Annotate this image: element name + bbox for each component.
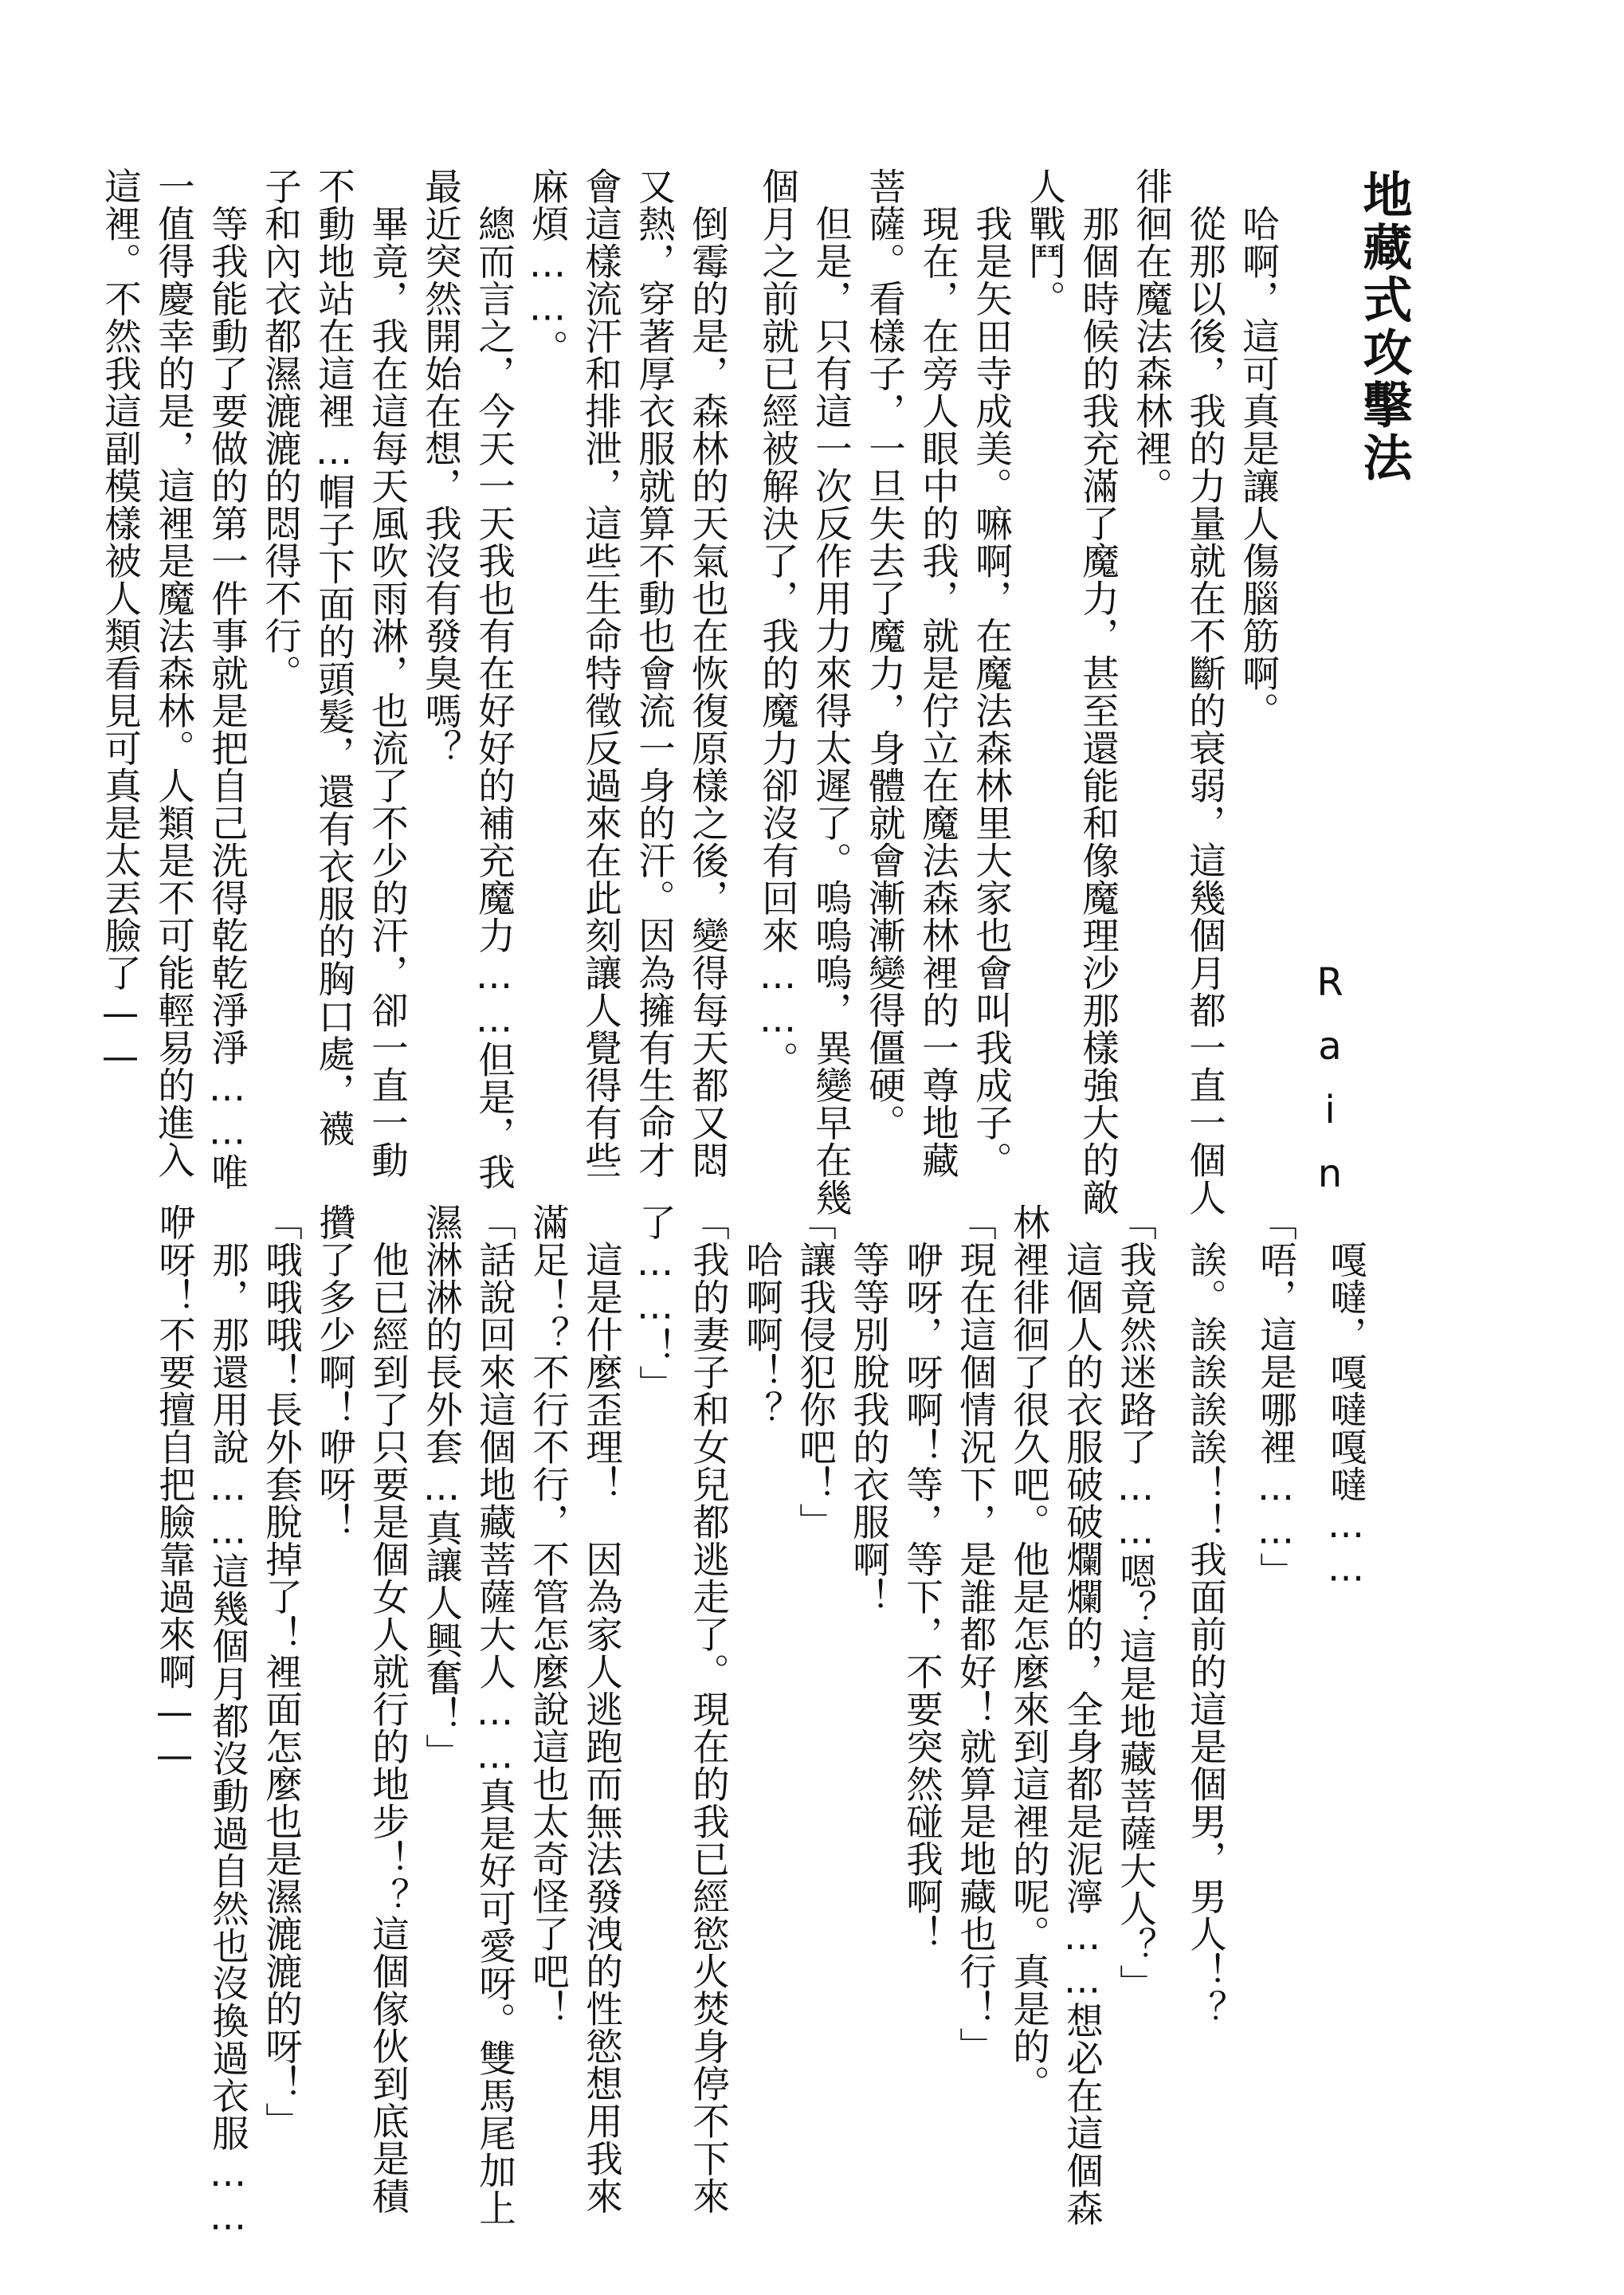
lower-line: 濕淋淋的長外套…真讓人興奮！」 xyxy=(420,1203,463,1771)
upper-line: 倒霉的是，森林的天氣也在恢復原樣之後，變得每天都又悶 xyxy=(686,167,729,1179)
lower-line: 那，那還用說……這幾個月都沒動過自然也沒換過衣服…… xyxy=(206,1203,249,2238)
upper-text-block xyxy=(99,167,1280,1216)
lower-line: 攢了多少啊！咿呀！ xyxy=(313,1203,356,1540)
upper-line: 會這樣流汗和排泄，這些生命特徵反過來在此刻讓人覺得有些 xyxy=(579,167,622,1179)
lower-line: 誒。誒誒誒誒！！我面前的這是個男，男人！？ xyxy=(1184,1203,1227,2027)
upper-line: 我是矢田寺成美。嘛啊，在魔法森林里大家也會叫我成子。 xyxy=(970,167,1013,1179)
upper-line: 麻煩……。 xyxy=(526,167,569,367)
upper-line: 畢竟，我在這每天風吹雨淋，也流了不少的汗，卻一直一動 xyxy=(366,167,409,1179)
lower-line: 「我竟然迷路了……嗯？這是地藏菩薩大人？」 xyxy=(1114,1203,1157,2002)
lower-line: 這是什麼歪理！ 因為家人逃跑而無法發洩的性慾想用我來 xyxy=(580,1203,623,2215)
upper-line: 但是，只有這一次反作用力來得太遲了。嗚嗚嗚，異變早在幾 xyxy=(810,167,853,1216)
upper-line: 子和內衣都濕漉漉的悶得不行。 xyxy=(259,167,302,692)
lower-line: 哈啊啊！？ xyxy=(740,1203,783,1428)
upper-line: 最近突然開始在想，我沒有發臭嗎？ xyxy=(419,167,462,767)
lower-line: 林裡徘徊了很久吧。他是怎麼來到這裡的呢。真是的。 xyxy=(1007,1203,1050,2102)
lower-line: 「我的妻子和女兒都逃走了。現在的我已經慾火焚身停不下來 xyxy=(687,1203,730,2215)
upper-line: 現在，在旁人眼中的我，就是佇立在魔法森林裡的一尊地藏 xyxy=(916,167,959,1179)
lower-line: 咿呀！不要擅自把臉靠過來啊—— xyxy=(153,1203,196,1777)
lower-line: 咿呀，呀啊！等，等下，不要突然碰我啊！ xyxy=(900,1203,943,1952)
upper-line: 菩薩。看樣子，一旦失去了魔力，身體就會漸漸變得僵硬。 xyxy=(863,167,906,1141)
lower-line: 滿足！？不行不行，不管怎麼說這也太奇怪了吧！ xyxy=(527,1203,570,2027)
lower-line: 「讓我侵犯你吧！」 xyxy=(794,1203,837,1540)
lower-line: 「哦哦哦！長外套脫掉了！裡面怎麼也是濕漉漉的呀！」 xyxy=(260,1203,303,2140)
lower-line: 他已經到了只要是個女人就行的地步！？這個傢伙到底是積 xyxy=(367,1203,410,2215)
upper-line: 從那以後，我的力量就在不斷的衰弱，這幾個月都一直一個人 xyxy=(1183,167,1226,1216)
upper-line: 總而言之，今天一天我也有在好好的補充魔力……但是，我 xyxy=(473,167,516,1191)
upper-line: 等我能動了要做的第一件事就是把自己洗得乾乾淨淨……唯 xyxy=(206,167,249,1191)
story-title: 地藏式攻擊法 xyxy=(1355,169,1413,484)
lower-line: 「話說回來這個地藏菩薩大人……真是好可愛呀。雙馬尾加上 xyxy=(473,1203,516,2226)
upper-line: 這裡。不然我這副模樣被人類看見可真是太丟臉了—— xyxy=(99,167,142,1078)
lower-line: 等等別脫我的衣服啊！ xyxy=(847,1203,890,1615)
lower-line: 嘎噠，嘎噠嘎噠…… xyxy=(1324,1203,1367,1590)
upper-line: 那個時候的我充滿了魔力，甚至還能和像魔理沙那樣強大的敵 xyxy=(1077,167,1120,1216)
lower-line: 了……！」 xyxy=(634,1203,677,1402)
upper-line: 徘徊在魔法森林裡。 xyxy=(1130,167,1173,504)
upper-line: 個月之前就已經被解決了，我的魔力卻沒有回來……。 xyxy=(756,167,799,1078)
upper-line: 一值得慶幸的是，這裡是魔法森林。人類是不可能輕易的進入 xyxy=(152,167,195,1179)
lower-line: 「唔，這是哪裡……」 xyxy=(1254,1203,1297,1590)
upper-line: 又熱，穿著厚衣服就算不動也會流一身的汗。因為擁有生命才 xyxy=(633,167,676,1179)
lower-text-block xyxy=(153,1203,1367,2238)
lower-line: 這個人的衣服破破爛爛的，全身都是泥濘……想必在這個森 xyxy=(1061,1203,1104,2226)
author-name: Rain xyxy=(1308,960,1352,1215)
upper-line: 不動地站在這裡…帽子下面的頭髮，還有衣服的胸口處，襪 xyxy=(312,167,355,1148)
lower-line: 「現在這個情況下，是誰都好！就算是地藏也行！」 xyxy=(954,1203,997,2065)
upper-line: 哈啊，這可真是讓人傷腦筋啊。 xyxy=(1237,167,1280,729)
upper-line: 人戰鬥。 xyxy=(1023,167,1066,317)
